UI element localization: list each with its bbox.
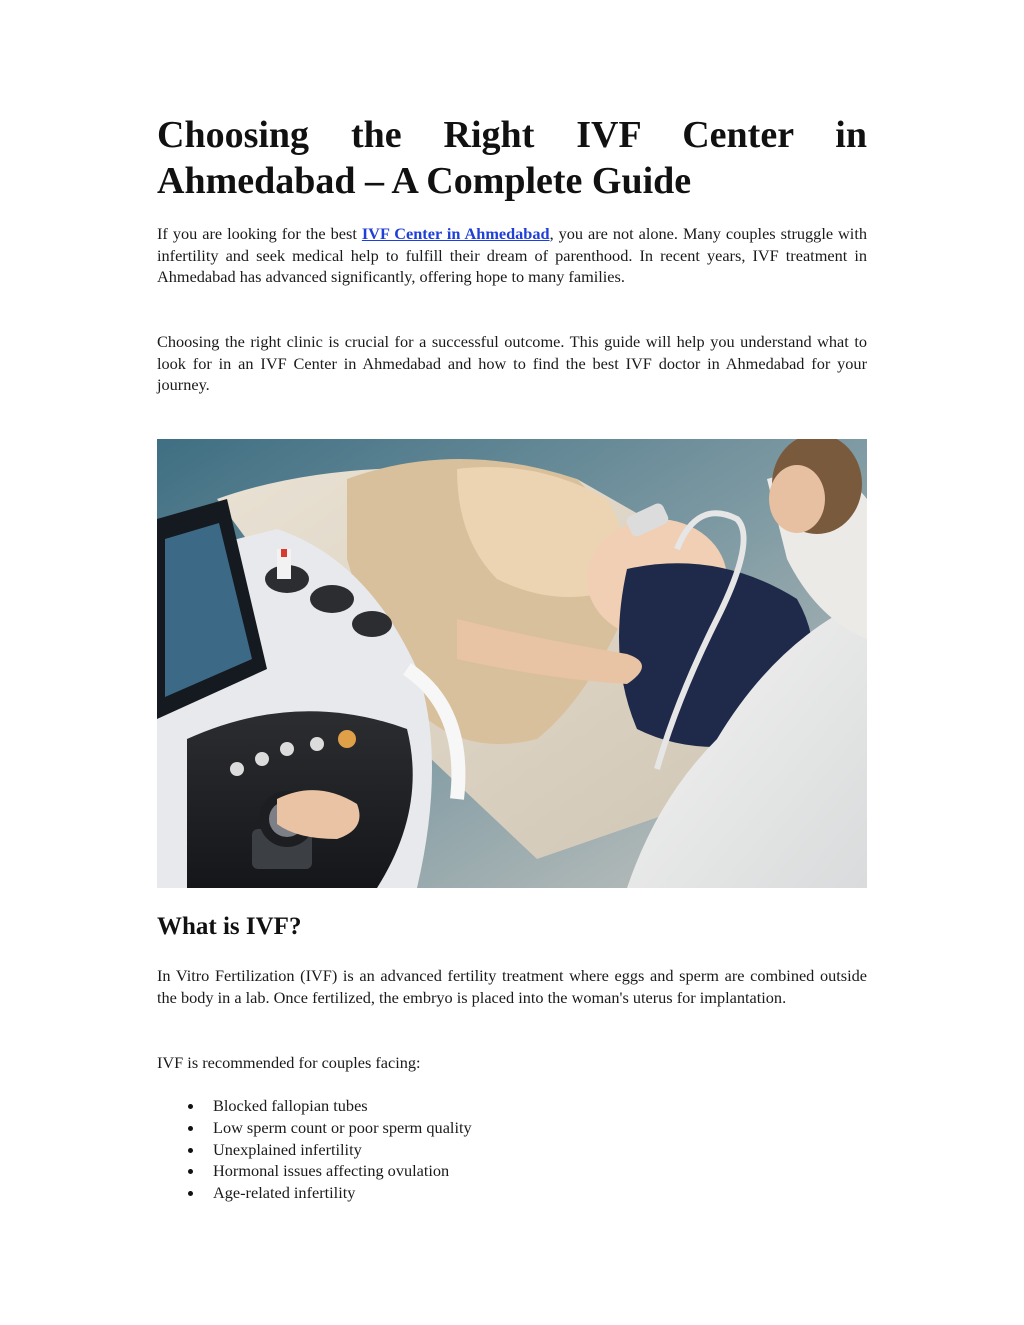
- bullet-icon: [188, 1191, 193, 1196]
- list-item: [157, 1139, 867, 1161]
- ultrasound-scene-illustration: [157, 439, 867, 888]
- bullet-icon: [188, 1148, 193, 1153]
- page-title: Choosing the Right IVF Center in Ahmedabad – A Complete Guide: [157, 114, 867, 202]
- guide-paragraph: Choosing the right clinic is crucial for a successful outcome. This guide will help you understand what to look for in an IVF Center in Ahmedabad and how to find the best IVF doctor in Ahmedabad for your journey.: [157, 332, 867, 395]
- list-item-text: Low sperm count or poor sperm quality: [213, 1117, 472, 1137]
- bullet-icon: [188, 1104, 193, 1109]
- list-item: [157, 1182, 867, 1204]
- bullet-icon: [188, 1169, 193, 1174]
- list-item-text: Hormonal issues affecting ovulation: [213, 1161, 450, 1181]
- list-item-text: Blocked fallopian tubes: [213, 1096, 368, 1115]
- list-item-text: Unexplained infertility: [213, 1139, 362, 1159]
- ultrasound-photo: [157, 439, 867, 888]
- list-item: [157, 1095, 867, 1117]
- bullet-icon: [188, 1126, 193, 1131]
- ivf-definition-paragraph: In Vitro Fertilization (IVF) is an advanced fertility treatment where eggs and sperm are combined outside the body in a lab. Once fertilized, the embryo is placed into the woman's uterus for implantation.: [157, 966, 867, 1007]
- ivf-center-link[interactable]: IVF Center in Ahmedabad: [361, 224, 550, 243]
- recommended-conditions-list: [157, 1095, 867, 1204]
- intro-text-before: If you are looking for the best: [157, 224, 362, 243]
- section-heading-what-is-ivf: What is IVF?: [157, 913, 302, 940]
- list-item: [157, 1117, 867, 1139]
- list-item: [157, 1160, 867, 1182]
- list-intro-paragraph: IVF is recommended for couples facing:: [157, 1053, 421, 1072]
- list-item-text: Age-related infertility: [213, 1183, 356, 1203]
- intro-text-after: , you are not alone. Many couples struggle with infertility and seek medical help to fulfill their dream of parenthood. In recent years, IVF treatment in Ahmedabad has advanced significantly, offering hope to many families.: [157, 224, 867, 287]
- intro-paragraph: [157, 223, 867, 288]
